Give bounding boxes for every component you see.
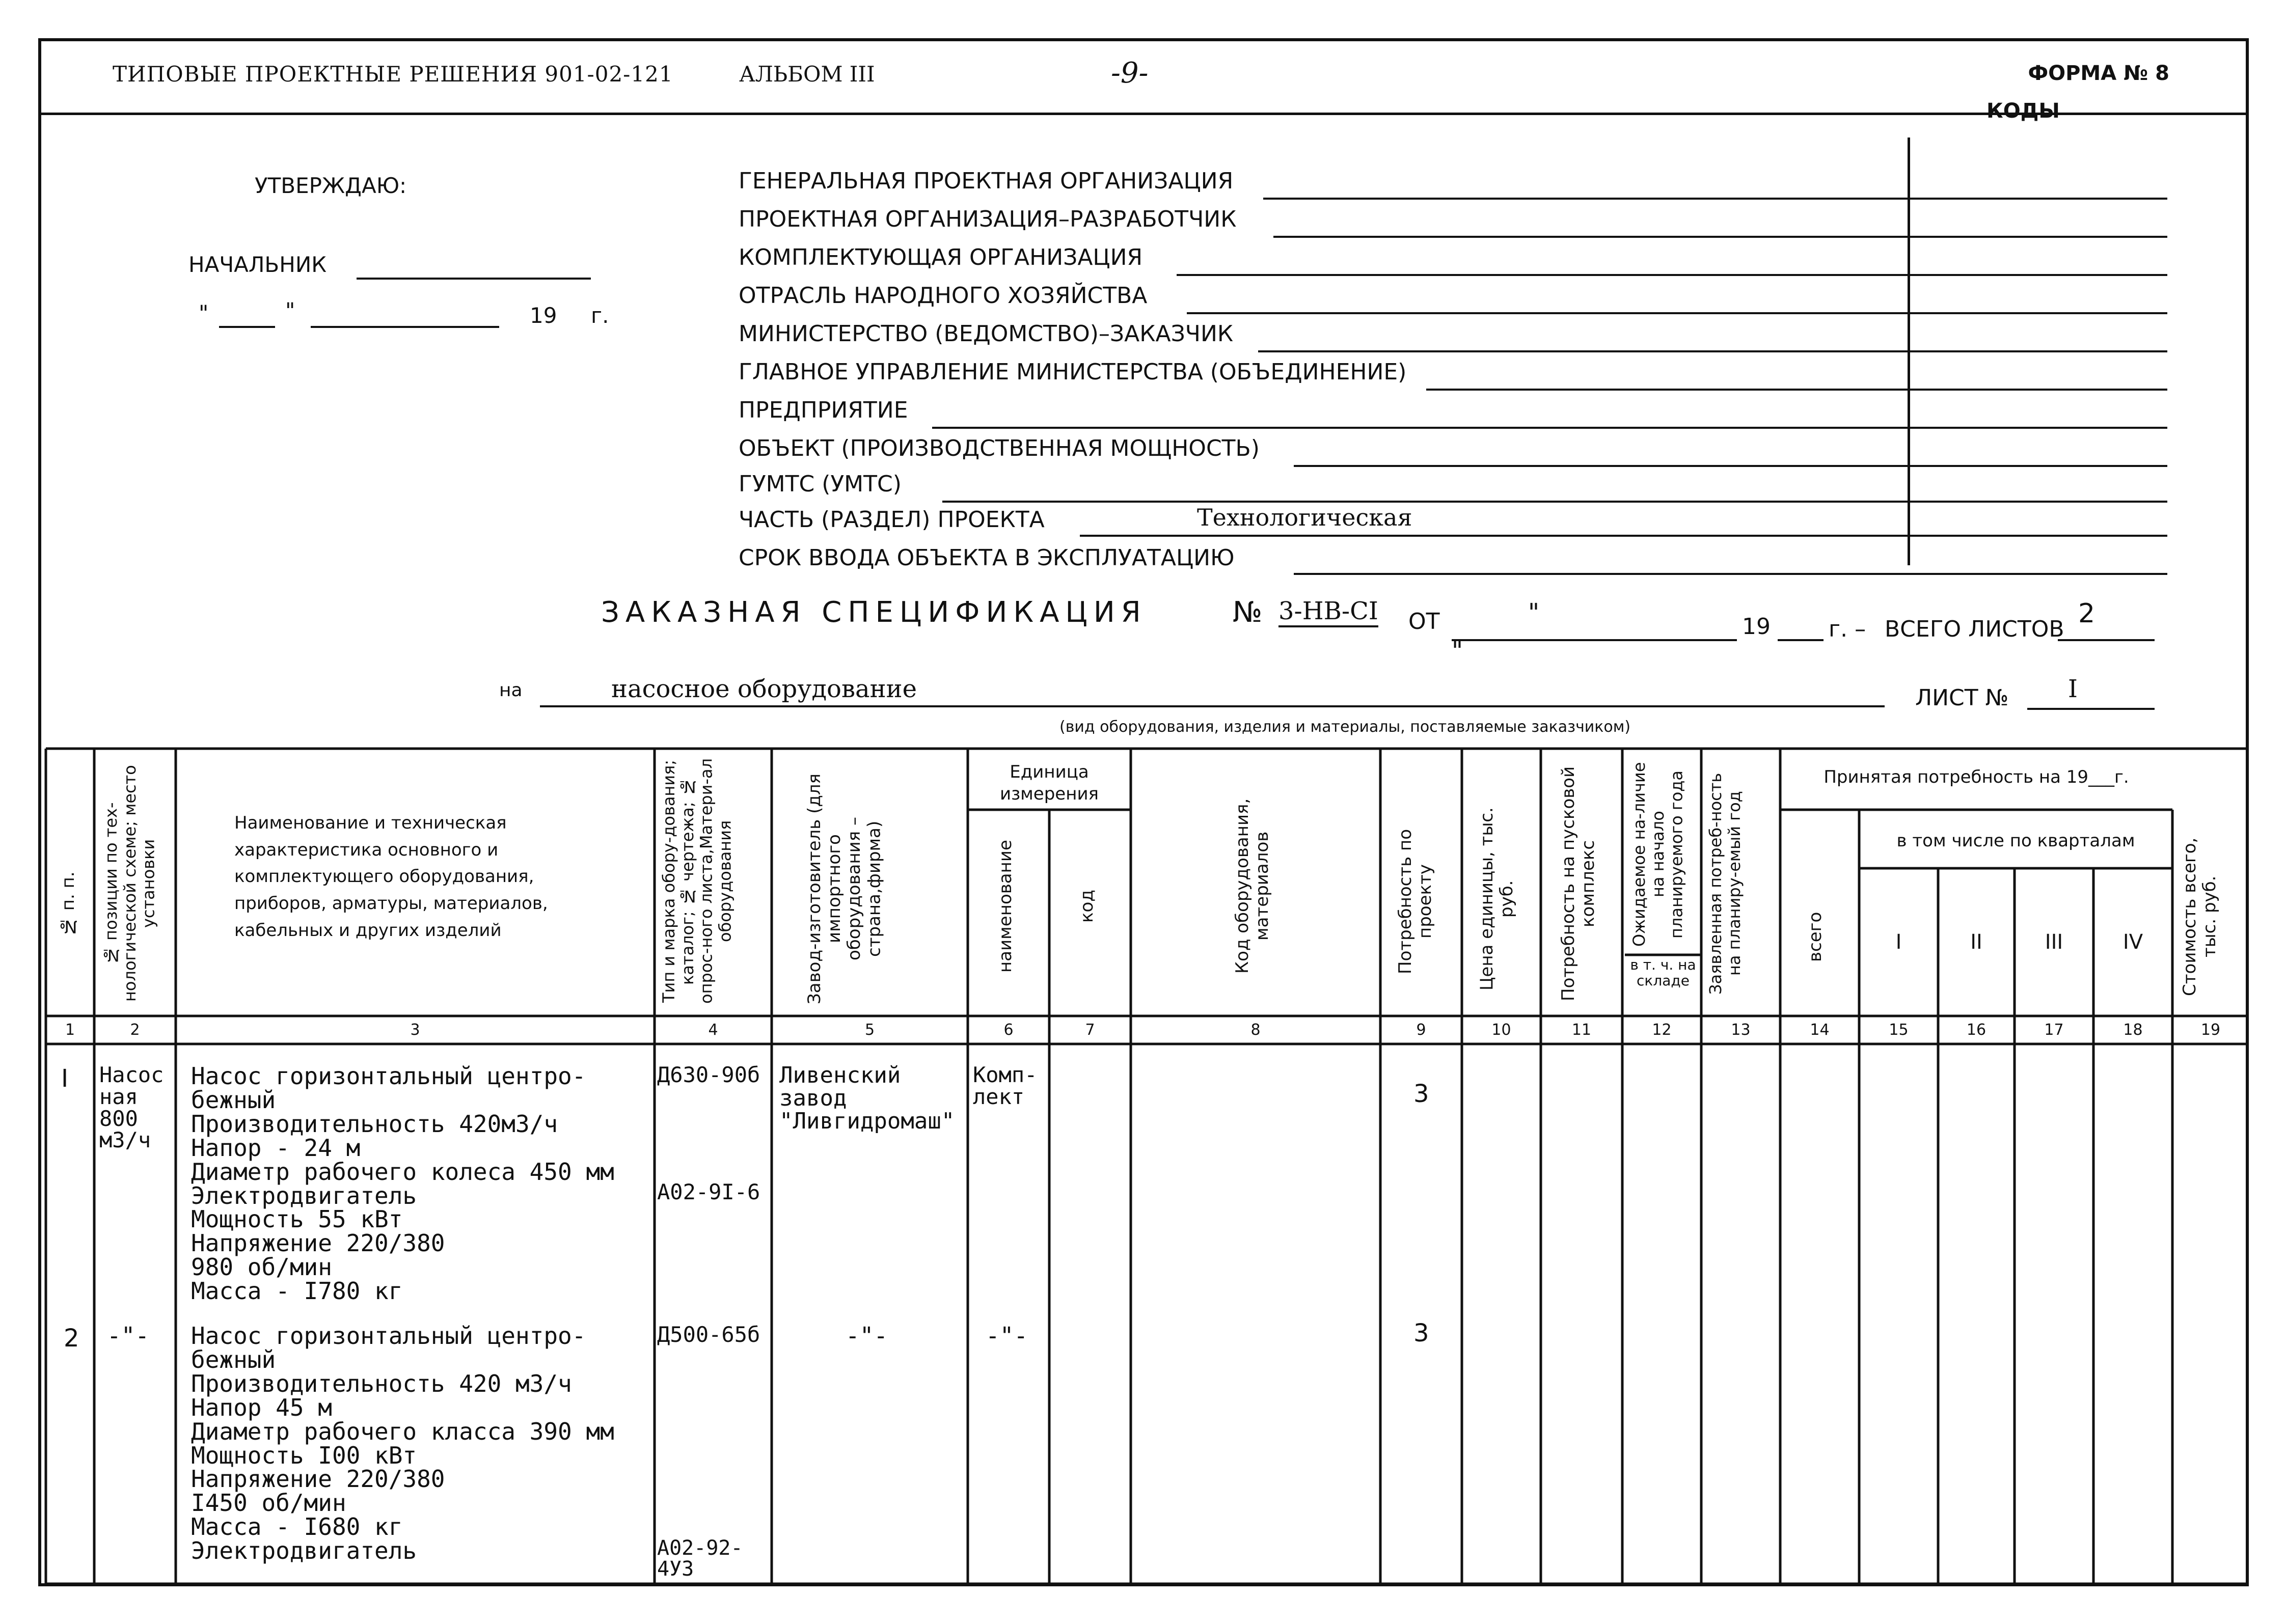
form-number: ФОРМА № 8: [2028, 62, 2169, 85]
col-number: 17: [2044, 1021, 2064, 1039]
spec-number: 3-НВ-СI: [1278, 597, 1378, 627]
org-label: ПРОЕКТНАЯ ОРГАНИЗАЦИЯ–РАЗРАБОТЧИК: [739, 206, 1237, 232]
col-number: 10: [1491, 1021, 1511, 1039]
col-number: 3: [410, 1021, 420, 1039]
spec-date-quote-open: ": [1528, 598, 1540, 627]
row-2-unit: -"-: [986, 1322, 1028, 1350]
row-1-type2: А02-9I-6: [657, 1179, 760, 1204]
total-sheets-value: 2: [2078, 598, 2096, 629]
approve-label: УТВЕРЖДАЮ:: [255, 173, 407, 198]
unit-group-title: Единица измерения: [999, 762, 1099, 804]
org-label: МИНИСТЕРСТВО (ВЕДОМСТВО)–ЗАКАЗЧИК: [739, 321, 1234, 347]
col-number: 19: [2200, 1021, 2221, 1039]
spec-year-suffix: г. –: [1829, 616, 1866, 642]
col-number: 1: [65, 1021, 75, 1039]
row-1-type: Д630-90б: [657, 1062, 760, 1087]
org-label: ГУМТС (УМТС): [739, 471, 902, 497]
col-number: 5: [864, 1021, 875, 1039]
spec-date-quote-close: ": [1452, 637, 1463, 665]
row-1-unit: Комп- лект: [973, 1062, 1038, 1109]
date-quote-open: ": [199, 300, 209, 325]
col-title-12b: в т. ч. на складе: [1630, 956, 1696, 989]
row-2-number: 2: [64, 1324, 79, 1353]
row-1-name: Насос горизонтальный центро- бежный Производительность 420м3/ч Напор - 24 м Диаметр рабочего колеса 450 мм Электродвигатель Мощность 55 кВт Напряжение 220/380 980 об/мин Масса - I780 кг: [191, 1062, 614, 1305]
page-number: -9-: [1111, 57, 1149, 90]
quarters-group-title: в том числе по кварталам: [1896, 831, 2135, 851]
spec-on-value: насосное оборудование: [611, 675, 917, 703]
col-number: 6: [1003, 1021, 1014, 1039]
col-title-1: № п. п.: [58, 871, 78, 937]
col-title-18: IV: [2122, 930, 2143, 954]
col-number: 7: [1085, 1021, 1095, 1039]
org-label: ОБЪЕКТ (ПРОИЗВОДСТВЕННАЯ МОЩНОСТЬ): [739, 435, 1260, 461]
need-group-title: Принятая потребность на 19___г.: [1824, 767, 2129, 787]
row-2-name: Насос горизонтальный центро- бежный Производительность 420 м3/ч Напор 45 м Диаметр рабочего класса 390 мм Мощность I00 кВт Напряжение 220/380 I450 об/мин Масса - I680 кг Электродвигатель: [191, 1322, 614, 1565]
row-2-need: 3: [1413, 1319, 1429, 1347]
col-number: 9: [1416, 1021, 1426, 1039]
org-value: Технологическая: [1197, 504, 1412, 531]
col-title-10: Цена единицы, тыс. руб.: [1477, 807, 1517, 990]
series-title: ТИПОВЫЕ ПРОЕКТНЫЕ РЕШЕНИЯ 901-02-121: [113, 62, 673, 87]
spec-from-label: ОТ: [1408, 609, 1440, 635]
approval-year-label: 19: [530, 303, 557, 328]
sheet-number-label: ЛИСТ №: [1915, 685, 2009, 711]
org-label: ГЛАВНОЕ УПРАВЛЕНИЕ МИНИСТЕРСТВА (ОБЪЕДИНЕНИЕ): [739, 359, 1407, 385]
org-label: ОТРАСЛЬ НАРОДНОГО ХОЗЯЙСТВА: [739, 283, 1148, 309]
col-title-12: Ожидаемое на-личие на начало планируемого года: [1629, 762, 1686, 947]
col-number: 8: [1250, 1021, 1261, 1039]
col-number: 4: [708, 1021, 718, 1039]
row-1-position: Насос ная 800 м3/ч: [99, 1062, 164, 1153]
approval-year-suffix: г.: [591, 303, 609, 328]
col-title-15: I: [1895, 930, 1902, 954]
col-title-13: Заявленная потреб-ность на планиру-емый год: [1706, 773, 1744, 995]
col-title-8: Код оборудования, материалов: [1232, 798, 1273, 974]
album-title: АЛЬБОМ III: [739, 62, 875, 87]
row-1-need: 3: [1413, 1080, 1429, 1108]
col-number: 13: [1731, 1021, 1751, 1039]
row-1-factory: Ливенский завод "Ливгидромаш": [779, 1062, 955, 1134]
col-title-11: Потребность на пусковой комплекс: [1558, 766, 1599, 1001]
spec-year-label: 19: [1742, 614, 1771, 640]
col-title-14: всего: [1805, 912, 1826, 962]
col-title-6: наименование: [995, 840, 1016, 973]
date-quote-close: ": [285, 298, 295, 323]
row-2-factory: -"-: [846, 1322, 888, 1350]
col-number: 15: [1889, 1021, 1909, 1039]
col-number: 12: [1652, 1021, 1672, 1039]
org-label: КОМПЛЕКТУЮЩАЯ ОРГАНИЗАЦИЯ: [739, 244, 1143, 270]
col-number: 11: [1571, 1021, 1592, 1039]
spec-on-label: на: [499, 680, 523, 701]
col-title-5: Завод-изготовитель (для импортного оборудования –страна,фирма): [804, 773, 885, 1004]
col-number: 18: [2123, 1021, 2143, 1039]
spec-number-label: №: [1233, 596, 1263, 629]
row-2-position: -"-: [107, 1322, 150, 1350]
codes-label: КОДЫ: [1986, 99, 2060, 123]
total-sheets-label: ВСЕГО ЛИСТОВ: [1885, 616, 2064, 642]
spec-title: ЗАКАЗНАЯ СПЕЦИФИКАЦИЯ: [601, 596, 1147, 629]
org-label: ПРЕДПРИЯТИЕ: [739, 397, 908, 423]
org-label: ЧАСТЬ (РАЗДЕЛ) ПРОЕКТА: [739, 507, 1045, 533]
col-title-9: Потребность по проекту: [1395, 829, 1436, 974]
chief-label: НАЧАЛЬНИК: [188, 252, 327, 277]
col-title-4: Тип и марка обору-дования; каталог; № чертежа; № опрос-ного листа,Матери-ал оборудования: [659, 758, 735, 1004]
spec-on-caption: (вид оборудования, изделия и материалы, поставляемые заказчиком): [1059, 718, 1631, 736]
col-title-7: код: [1077, 890, 1097, 923]
sheet-number-value: I: [2068, 675, 2078, 703]
row-2-type: Д500-65б: [657, 1322, 760, 1347]
col-title-19: Стоимость всего, тыс. руб.: [2180, 837, 2220, 996]
col-number: 2: [130, 1021, 140, 1039]
org-label: СРОК ВВОДА ОБЪЕКТА В ЭКСПЛУАТАЦИЮ: [739, 545, 1235, 571]
col-title-16: II: [1970, 930, 1982, 954]
col-title-3: Наименование и техническая характеристика основного и комплектующего оборудования, приборов, арматуры, материалов, кабельных и других изделий: [234, 813, 548, 941]
col-number: 14: [1810, 1021, 1830, 1039]
col-title-17: III: [2045, 930, 2063, 954]
row-1-number: I: [61, 1064, 69, 1093]
col-number: 16: [1966, 1021, 1986, 1039]
col-title-2: № позиции по тех-нологической схеме; место установки: [101, 765, 158, 1002]
org-label: ГЕНЕРАЛЬНАЯ ПРОЕКТНАЯ ОРГАНИЗАЦИЯ: [739, 168, 1234, 194]
row-2-type2: А02-92- 4У3: [657, 1536, 743, 1581]
